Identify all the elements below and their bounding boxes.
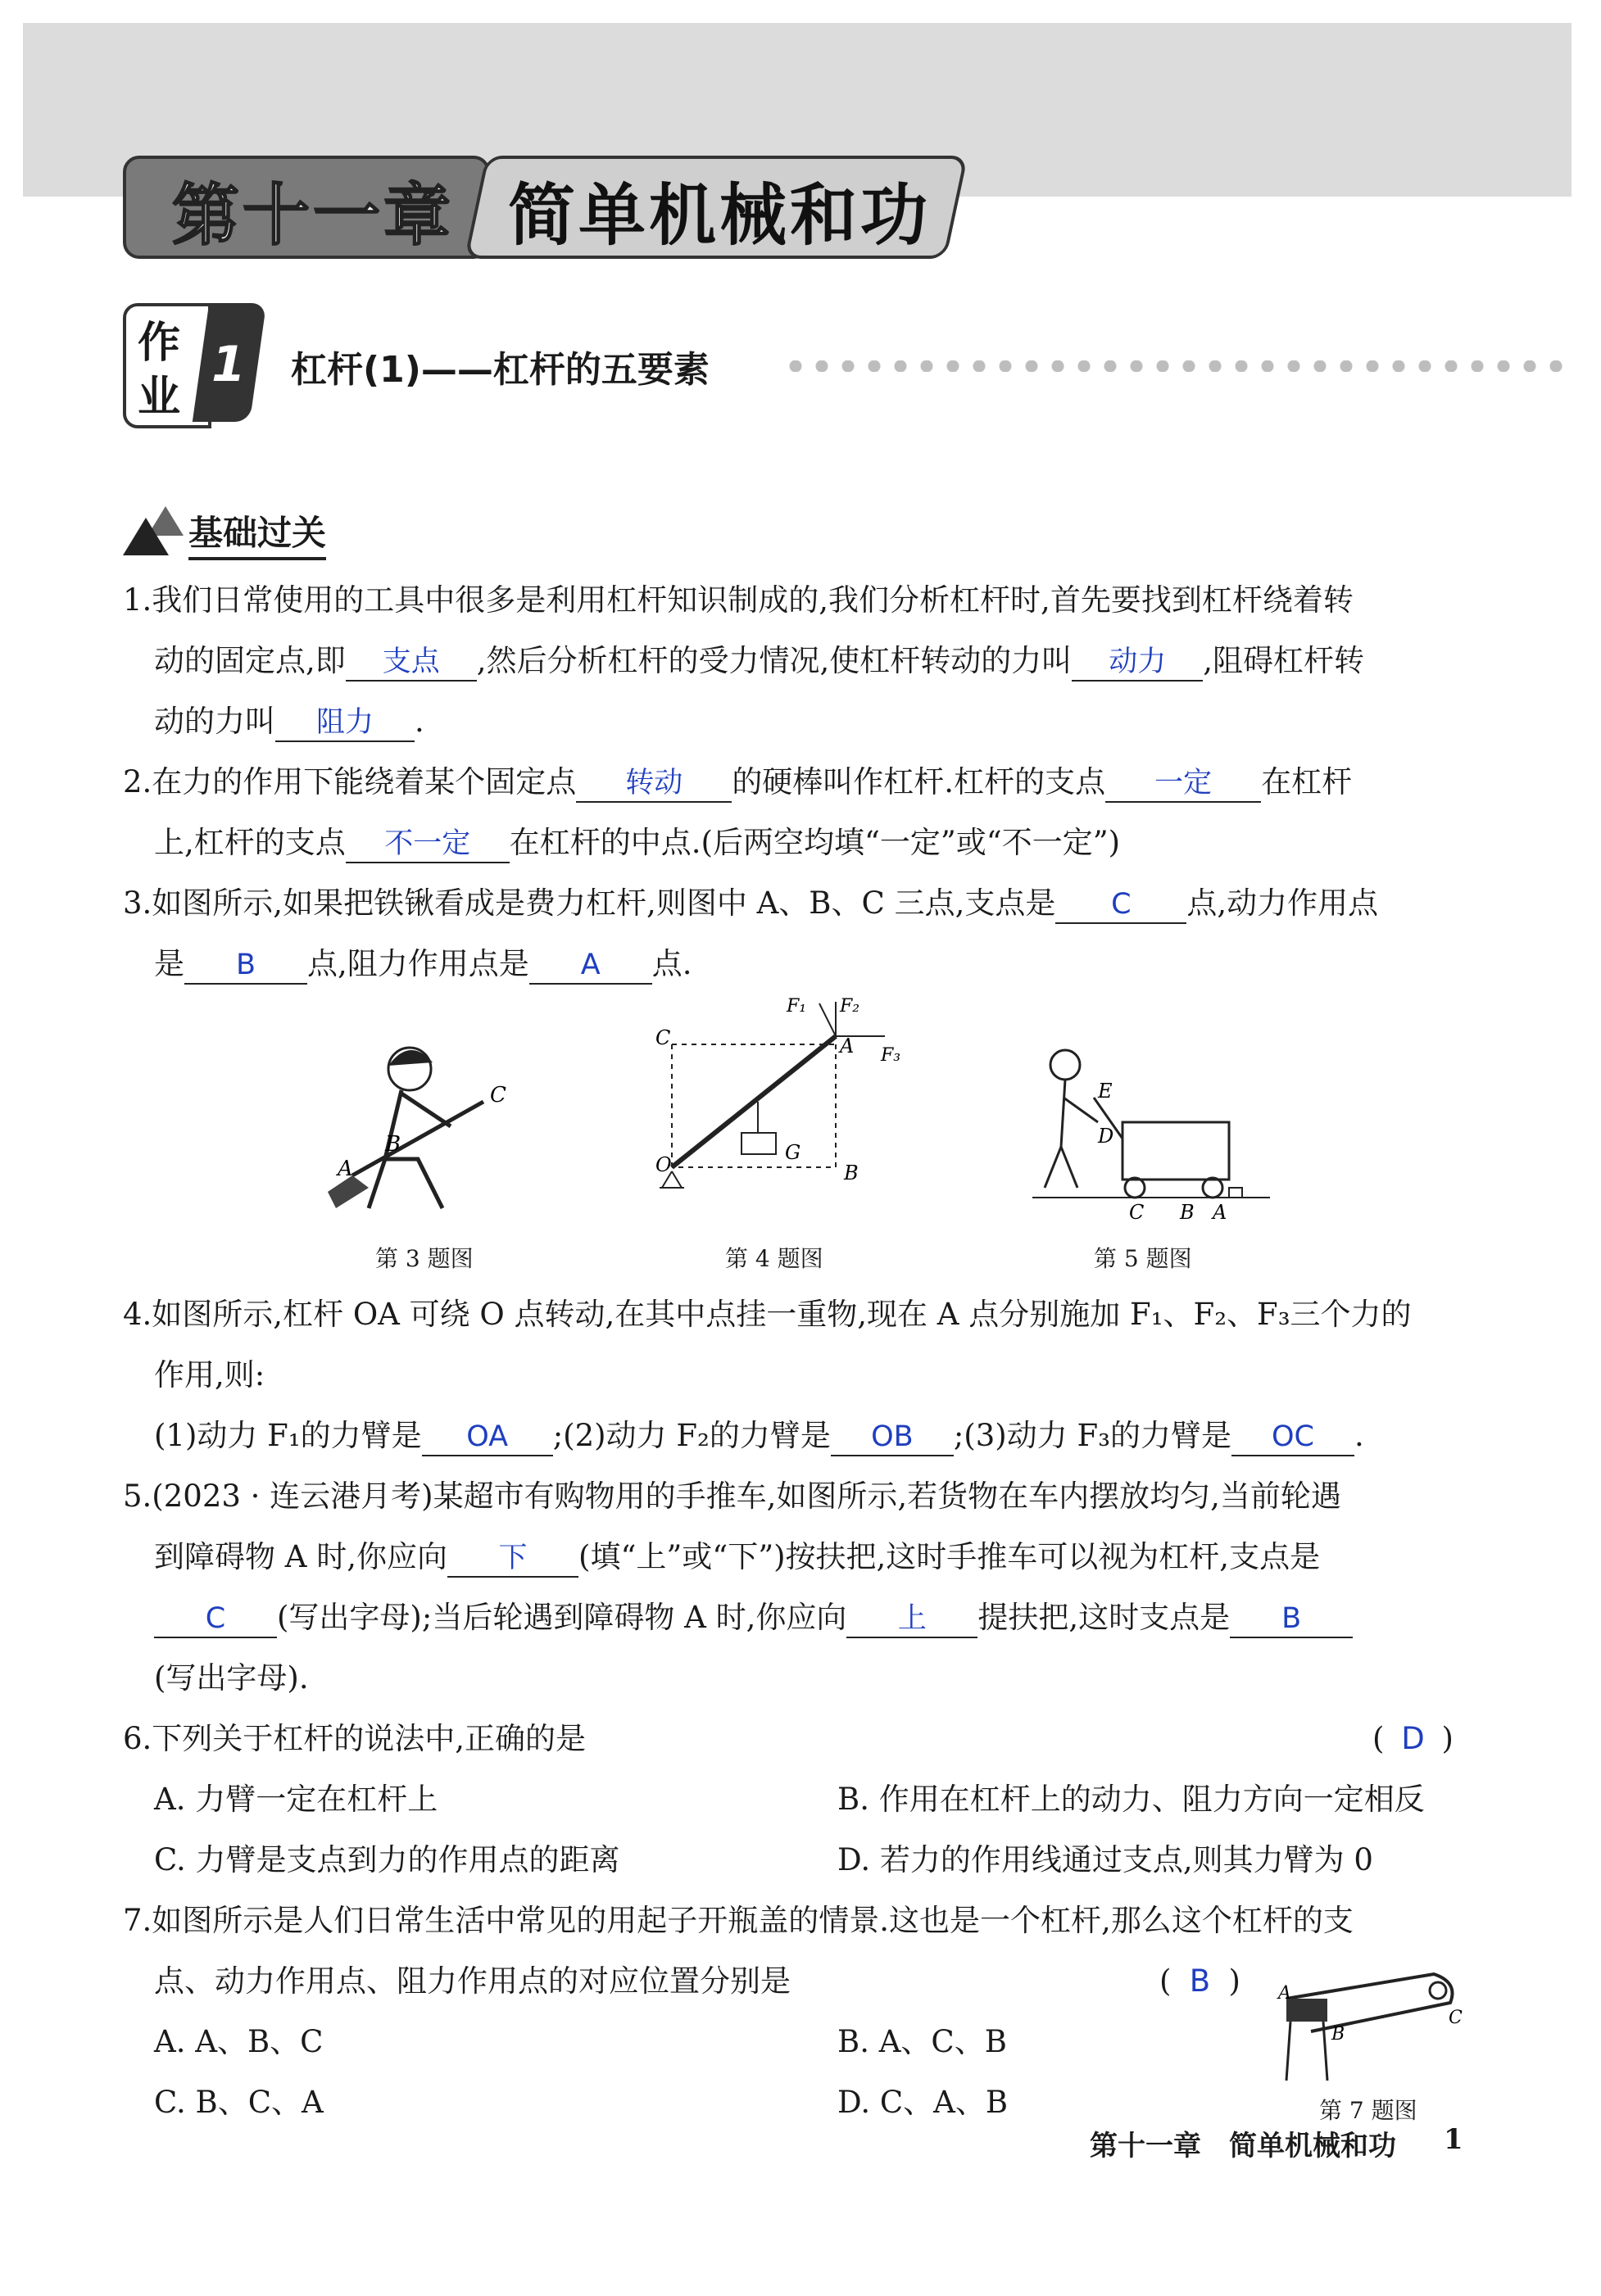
homework-number: 1 xyxy=(211,336,246,393)
q7-option-b: B. A、C、B xyxy=(837,2024,1007,2059)
fig4-label-f3: F₃ xyxy=(881,1045,901,1066)
fig5-label-e: E xyxy=(1098,1080,1113,1103)
q7-answer-bracket: ( B ) xyxy=(1159,1961,1240,2002)
figure-3-caption: 第 3 题图 xyxy=(375,1245,474,1272)
q5-answer-1: 下 xyxy=(447,1540,578,1578)
q4-line-2: 作用,则: xyxy=(154,1357,265,1393)
fig4-label-b: B xyxy=(844,1162,859,1184)
fig4-label-o: O xyxy=(655,1153,672,1176)
q2-line-2: 上,杠杆的支点 不一定 在杠杆的中点.(后两空均填“一定”或“不一定”) xyxy=(154,822,1120,863)
q6-answer: D xyxy=(1401,1721,1425,1756)
q6-stem: 6.下列关于杠杆的说法中,正确的是 xyxy=(123,1721,587,1756)
q4-answer-2: OB xyxy=(831,1419,954,1456)
q3-answer-1: C xyxy=(1055,886,1186,924)
homework-badge xyxy=(123,303,262,426)
q5-answer-4: B xyxy=(1230,1601,1353,1638)
fig5-label-c: C xyxy=(1129,1201,1145,1220)
q6-option-b: B. 作用在杠杆上的动力、阻力方向一定相反 xyxy=(837,1782,1425,1817)
q7-line-2: 点、动力作用点、阻力作用点的对应位置分别是 xyxy=(154,1963,791,1999)
q1-answer-3: 阻力 xyxy=(275,704,415,742)
q5-line-2: 到障碍物 A 时,你应向 下 (填“上”或“下”)按扶把,这时手推车可以视为杠杆,支点是 xyxy=(154,1537,1320,1578)
section-title: 基础过关 xyxy=(188,506,326,560)
q5-answer-2: C xyxy=(154,1601,277,1638)
fig3-label-b: B xyxy=(385,1132,401,1157)
fig7-label-a: A xyxy=(1278,1983,1291,2004)
q1-line-1: 1.我们日常使用的工具中很多是利用杠杆知识制成的,我们分析杠杆时,首先要找到杠杆绕着转 xyxy=(123,582,1354,618)
fig4-label-g: G xyxy=(785,1141,801,1164)
q6-option-c: C. 力臂是支点到力的作用点的距离 xyxy=(154,1842,620,1877)
q7-option-c: C. B、C、A xyxy=(154,2085,324,2120)
lesson-title: 杠杆(1)——杠杆的五要素 xyxy=(291,349,710,391)
q1-answer-2: 动力 xyxy=(1072,644,1203,682)
q2-answer-3: 不一定 xyxy=(346,826,510,863)
q4-line-3: (1)动力 F₁的力臂是 OA ;(2)动力 F₂的力臂是 OB ;(3)动力 F₃的力臂是 OC . xyxy=(154,1415,1364,1456)
q5-line-4: (写出字母). xyxy=(154,1660,309,1696)
fig4-label-f2: F₂ xyxy=(840,996,860,1017)
q7-line-1: 7.如图所示是人们日常生活中常见的用起子开瓶盖的情景.这也是一个杠杆,那么这个杠杆的支 xyxy=(123,1903,1354,1938)
q1-answer-1: 支点 xyxy=(346,644,477,682)
q2-answer-1: 转动 xyxy=(576,765,732,803)
q4-answer-1: OA xyxy=(422,1419,553,1456)
figure-7-opener xyxy=(1262,1966,1467,2089)
fig5-label-d: D xyxy=(1098,1125,1114,1148)
q4-answer-3: OC xyxy=(1231,1419,1354,1456)
q6-option-d: D. 若力的作用线通过支点,则其力臂为 0 xyxy=(837,1842,1373,1877)
figure-4-caption: 第 4 题图 xyxy=(725,1245,823,1272)
fig3-label-a: A xyxy=(338,1157,353,1181)
chapter-number: 第十一章 xyxy=(172,177,455,255)
q5-line-1: 5.(2023 · 连云港月考)某超市有购物用的手推车,如图所示,若货物在车内摆放均匀,当前轮遇 xyxy=(123,1479,1341,1514)
fig4-label-f1: F₁ xyxy=(787,996,807,1017)
fig7-label-c: C xyxy=(1449,2008,1463,2028)
q3-line-2: 是 B 点,阻力作用点是 A 点. xyxy=(154,944,692,985)
figure-7-caption: 第 7 题图 xyxy=(1319,2097,1417,2124)
q5-line-3: C (写出字母);当后轮遇到障碍物 A 时,你应向 上 提扶把,这时支点是 B xyxy=(154,1597,1353,1638)
figure-3-shovel xyxy=(320,1036,533,1225)
q2-line-1: 2.在力的作用下能绕着某个固定点 转动 的硬棒叫作杠杆.杠杆的支点 一定 在杠杆 xyxy=(123,762,1352,803)
fig4-label-c: C xyxy=(655,1026,671,1049)
fig3-label-c: C xyxy=(490,1083,506,1107)
fig4-label-a: A xyxy=(840,1035,855,1057)
figure-4-lever xyxy=(639,995,918,1225)
fig5-label-a: A xyxy=(1213,1201,1227,1220)
q1-line-2: 动的固定点,即 支点 ,然后分析杠杆的受力情况,使杠杆转动的力叫 动力 ,阻碍杠杆转 xyxy=(154,641,1364,682)
q7-option-a: A. A、B、C xyxy=(154,2024,324,2059)
page-number: 1 xyxy=(1444,2123,1463,2156)
homework-char-2: 业 xyxy=(138,373,181,422)
q3-answer-3: A xyxy=(529,947,652,985)
q7-option-d: D. C、A、B xyxy=(837,2085,1009,2120)
q4-line-1: 4.如图所示,杠杆 OA 可绕 O 点转动,在其中点挂一重物,现在 A 点分别施加 F₁、F₂、F₃三个力的 xyxy=(123,1297,1412,1332)
q2-answer-2: 一定 xyxy=(1105,765,1261,803)
homework-char-1: 作 xyxy=(138,319,181,368)
q3-answer-2: B xyxy=(184,947,307,985)
footer-chapter: 第十一章 简单机械和功 xyxy=(1090,2130,1396,2162)
q5-answer-3: 上 xyxy=(846,1601,977,1638)
q7-answer: B xyxy=(1189,1963,1211,1999)
dotted-rule xyxy=(782,360,1569,372)
mountain-icon-front xyxy=(123,518,169,555)
figure-5-cart xyxy=(1032,1040,1278,1220)
chapter-name: 简单机械和功 xyxy=(508,177,932,255)
q3-line-1: 3.如图所示,如果把铁锹看成是费力杠杆,则图中 A、B、C 三点,支点是 C 点,动力作用点 xyxy=(123,883,1378,924)
q1-line-3: 动的力叫 阻力 . xyxy=(154,701,424,742)
q6-option-a: A. 力臂一定在杠杆上 xyxy=(154,1782,438,1817)
fig5-label-b: B xyxy=(1180,1201,1195,1220)
q6-answer-bracket: ( D ) xyxy=(1372,1719,1454,1759)
figure-5-caption: 第 5 题图 xyxy=(1094,1245,1192,1272)
fig7-label-b: B xyxy=(1331,2024,1345,2045)
chapter-title xyxy=(123,156,959,254)
